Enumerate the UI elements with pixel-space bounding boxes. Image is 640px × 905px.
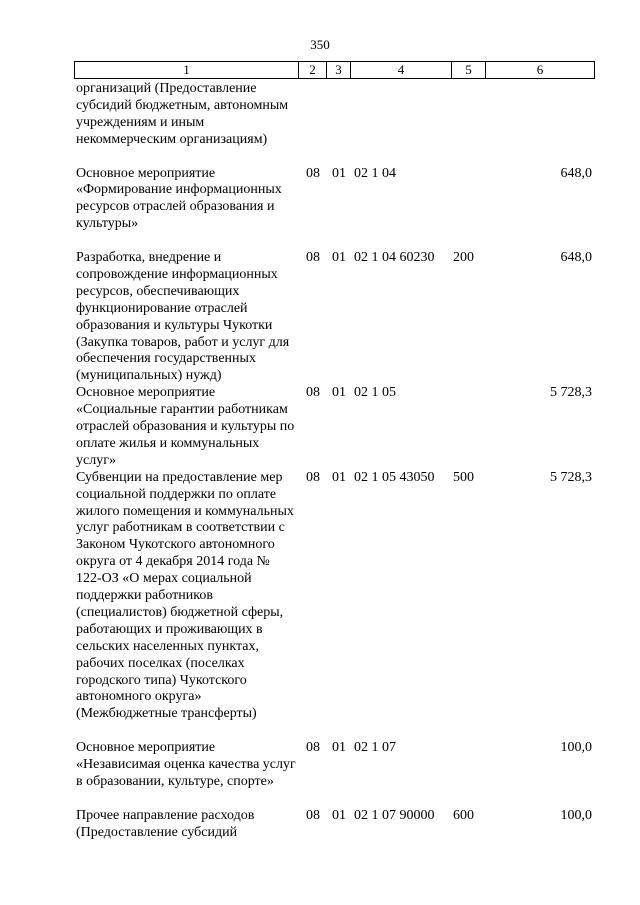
row-amount: 648,0 [560, 165, 592, 181]
row-subsection: 01 [332, 469, 346, 485]
row-target-code: 02 1 07 [354, 740, 396, 756]
column-header-3: 3 [327, 62, 351, 78]
column-header-2: 2 [299, 62, 327, 78]
column-header-1: 1 [75, 62, 299, 78]
row-expense-type [452, 385, 486, 470]
page-number: 350 [310, 37, 330, 52]
row-amount: 100,0 [560, 740, 592, 756]
row-amount: 5 728,3 [550, 469, 592, 485]
row-subsection [327, 81, 351, 166]
row-section: 08 [306, 807, 320, 823]
table-row [74, 250, 595, 385]
row-target-code: 02 1 07 90000 [354, 807, 435, 823]
column-header-5: 5 [452, 62, 486, 78]
budget-table-body [74, 81, 595, 842]
row-section: 08 [306, 165, 320, 181]
row-subsection: 01 [332, 250, 346, 265]
row-name: Основное мероприятие «Формирование информационных ресурсов отраслей образования и культуры» [76, 165, 282, 232]
row-subsection: 01 [332, 807, 346, 823]
row-expense-type [452, 166, 486, 251]
row-subsection: 01 [332, 385, 346, 401]
row-section [299, 81, 327, 166]
row-name: Прочее направление расходов (Предоставление субсидий [76, 807, 255, 840]
row-expense-type [452, 81, 486, 166]
row-target-code: 02 1 05 43050 [354, 469, 435, 485]
column-header-4: 4 [351, 62, 452, 78]
row-name: Разработка, внедрение и сопровождение информационных ресурсов, обеспечивающих функционирование отраслей образования и культуры Чукотки (Закупка товаров, работ и услуг для обеспечения государственных (муниципальных) нужд) [76, 250, 290, 384]
row-section: 08 [306, 469, 320, 485]
row-subsection: 01 [332, 740, 346, 756]
row-target-code: 02 1 05 [354, 385, 396, 401]
row-amount [486, 81, 595, 166]
table-header-row [74, 61, 595, 79]
row-expense-type: 200 [453, 250, 474, 265]
table-row [74, 166, 595, 251]
table-row [74, 740, 595, 808]
row-section: 08 [306, 250, 320, 265]
row-name: организаций (Предоставление субсидий бюджетным, автономным учреждениям и иным некоммерческим организациям) [76, 81, 289, 147]
table-row [74, 385, 595, 470]
row-amount: 100,0 [560, 807, 592, 823]
row-amount: 648,0 [560, 250, 592, 265]
row-section: 08 [306, 385, 320, 401]
row-expense-type: 600 [453, 807, 474, 823]
row-name: Субвенции на предоставление мер социальной поддержки по оплате жилого помещения и коммунальных услуг работникам в соответствии с Законом Чукотского автономного округа от 4 декабря 2014 года № 122-ОЗ «О мерах социальной поддержки работников (специалистов) бюджетной сферы, работающих и проживающих в сельских населенных пунктах, рабочих поселках (поселках городского типа) Чукотского автономного округа» (Межбюджетные трансферты) [76, 469, 294, 722]
row-target-code: 02 1 04 60230 [354, 250, 435, 265]
row-expense-type: 500 [453, 469, 474, 485]
row-target-code: 02 1 04 [354, 165, 396, 181]
row-subsection: 01 [332, 165, 346, 181]
row-section: 08 [306, 740, 320, 756]
row-amount: 5 728,3 [550, 385, 592, 401]
table-row [74, 81, 595, 166]
table-row [74, 808, 595, 842]
table-row [74, 470, 595, 740]
row-name: Основное мероприятие «Социальные гарантии работникам отраслей образования и культуры по оплате жилья и коммунальных услуг» [76, 385, 295, 468]
row-expense-type [452, 740, 486, 808]
row-target-code [351, 81, 452, 166]
row-name: Основное мероприятие «Независимая оценка качества услуг в образовании, культуре, спорте» [76, 740, 296, 789]
column-header-6: 6 [536, 62, 544, 77]
